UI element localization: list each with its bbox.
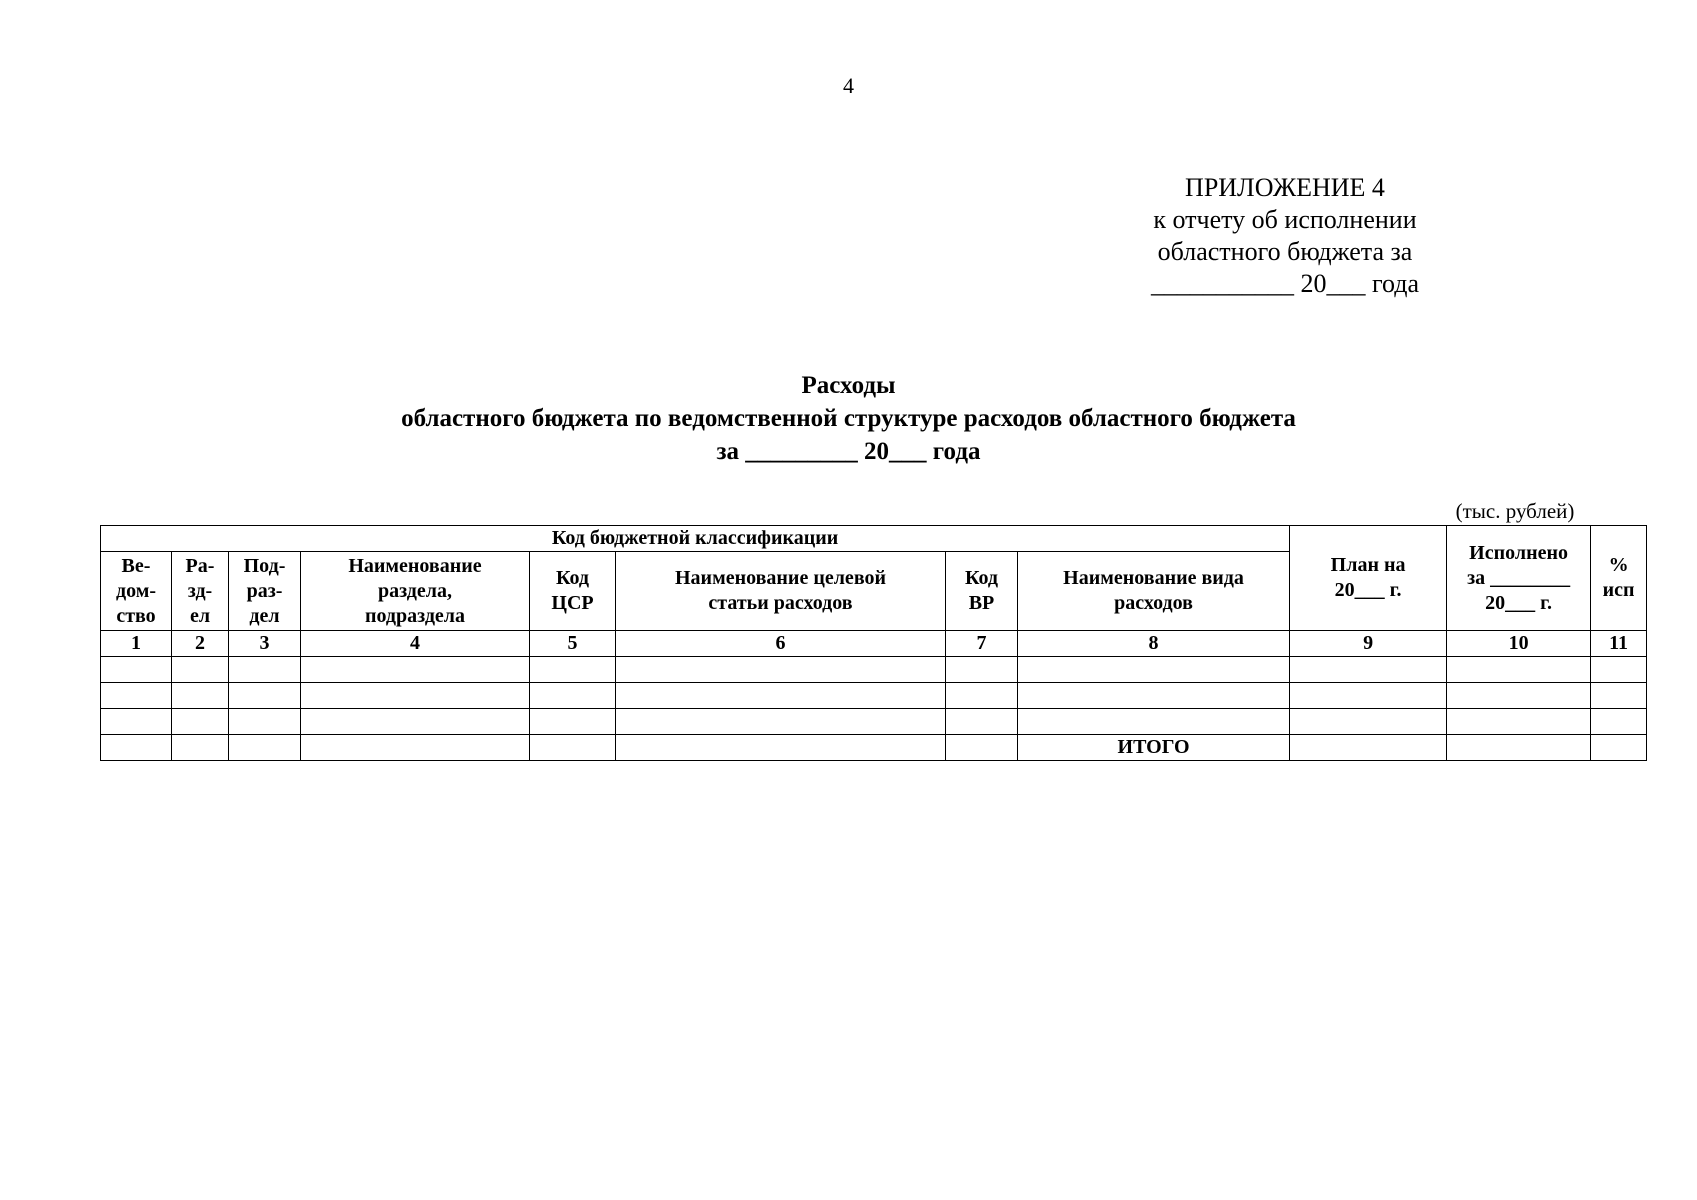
table-cell xyxy=(172,735,229,761)
table-cell xyxy=(1290,709,1447,735)
table-cell xyxy=(946,683,1018,709)
table-cell xyxy=(172,657,229,683)
table-cell xyxy=(1591,709,1647,735)
table-cell xyxy=(301,657,530,683)
table-cell xyxy=(1290,735,1447,761)
document-title xyxy=(0,369,1697,468)
table-cell xyxy=(1591,735,1647,761)
table-cell xyxy=(172,683,229,709)
table-cell xyxy=(1447,683,1591,709)
total-label: ИТОГО xyxy=(1018,735,1290,761)
table-cell xyxy=(1591,657,1647,683)
table-cell xyxy=(530,657,616,683)
table-cell xyxy=(616,735,946,761)
table-cell xyxy=(1018,709,1290,735)
column-header-csr-code: Код ЦСР xyxy=(530,552,616,631)
title-line: областного бюджета по ведомственной структуре расходов областного бюджета xyxy=(401,405,1296,432)
column-number: 4 xyxy=(301,631,530,657)
column-header-plan: План на 20___ г. xyxy=(1290,526,1447,631)
units-label: (тыс. рублей) xyxy=(1455,499,1575,523)
column-header-expense-type: Наименование вида расходов xyxy=(1018,552,1290,631)
column-number: 10 xyxy=(1447,631,1591,657)
appendix-line: ___________ 20___ года xyxy=(1150,269,1420,298)
column-number: 9 xyxy=(1290,631,1447,657)
appendix-header xyxy=(1120,172,1450,300)
column-number: 2 xyxy=(172,631,229,657)
table-cell xyxy=(301,709,530,735)
table-cell xyxy=(1290,657,1447,683)
table-cell xyxy=(301,735,530,761)
column-numbers-row xyxy=(101,631,1647,657)
column-number: 8 xyxy=(1018,631,1290,657)
table-cell xyxy=(530,709,616,735)
table-cell xyxy=(172,709,229,735)
table-cell xyxy=(101,657,172,683)
column-header-section: Ра- зд- ел xyxy=(172,552,229,631)
column-number: 6 xyxy=(616,631,946,657)
table-cell xyxy=(1447,735,1591,761)
table-cell xyxy=(616,709,946,735)
table-cell xyxy=(101,683,172,709)
table-cell xyxy=(946,735,1018,761)
title-line: за _________ 20___ года xyxy=(716,438,981,465)
column-header-percent: % исп xyxy=(1591,526,1647,631)
table-cell xyxy=(530,683,616,709)
budget-table xyxy=(100,525,1647,761)
table-header-row xyxy=(101,526,1647,552)
table-cell xyxy=(946,657,1018,683)
table-cell xyxy=(1290,683,1447,709)
column-header-department: Ве- дом- ство xyxy=(101,552,172,631)
table-cell xyxy=(229,735,301,761)
table-cell xyxy=(1447,657,1591,683)
page-number: 4 xyxy=(843,73,854,98)
table-cell xyxy=(616,683,946,709)
table-cell xyxy=(946,709,1018,735)
table-row xyxy=(101,683,1647,709)
total-row xyxy=(101,735,1647,761)
table-cell xyxy=(229,709,301,735)
column-number: 7 xyxy=(946,631,1018,657)
column-header-section-name: Наименование раздела, подраздела xyxy=(301,552,530,631)
appendix-line: к отчету об исполнении xyxy=(1153,205,1417,234)
table-cell xyxy=(1018,683,1290,709)
column-number: 11 xyxy=(1591,631,1647,657)
column-header-subsection: Под- раз- дел xyxy=(229,552,301,631)
table-cell xyxy=(101,709,172,735)
group-header: Код бюджетной классификации xyxy=(101,526,1290,552)
table-cell xyxy=(301,683,530,709)
column-header-target-item-name: Наименование целевой статьи расходов xyxy=(616,552,946,631)
table-cell xyxy=(1018,657,1290,683)
table-cell xyxy=(530,735,616,761)
table-cell xyxy=(1591,683,1647,709)
table-cell xyxy=(1447,709,1591,735)
column-number: 3 xyxy=(229,631,301,657)
table-row xyxy=(101,709,1647,735)
appendix-line: областного бюджета за xyxy=(1157,237,1413,266)
title-line: Расходы xyxy=(801,372,896,399)
table-row xyxy=(101,657,1647,683)
table-cell xyxy=(229,657,301,683)
column-header-executed: Исполнено за ________ 20___ г. xyxy=(1447,526,1591,631)
column-header-vr-code: Код ВР xyxy=(946,552,1018,631)
table-cell xyxy=(616,657,946,683)
column-number: 1 xyxy=(101,631,172,657)
table-cell xyxy=(229,683,301,709)
appendix-title: ПРИЛОЖЕНИЕ 4 xyxy=(1185,173,1385,202)
column-number: 5 xyxy=(530,631,616,657)
table-cell xyxy=(101,735,172,761)
